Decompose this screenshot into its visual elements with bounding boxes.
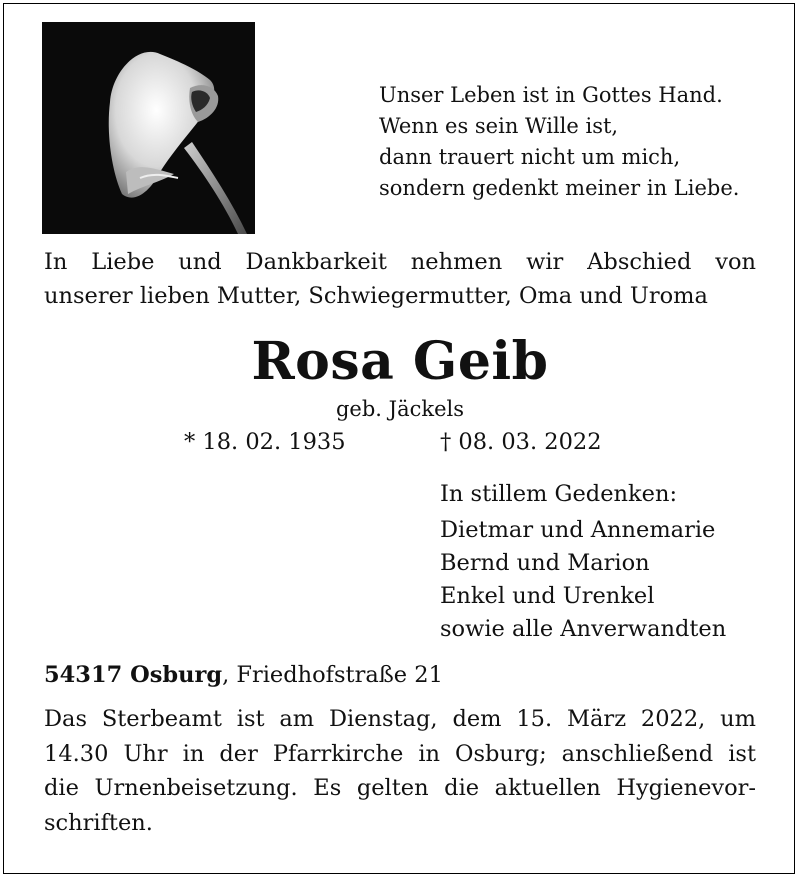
bible-verse [379, 80, 739, 204]
address-street: , Friedhofstraße 21 [222, 662, 443, 688]
intro-line: unserer lieben Mutter, Schwiegermutter, Oma und Uroma [44, 283, 708, 309]
notice-line: die Urnenbeisetzung. Es gelten die aktuellen Hygienevor- [44, 775, 756, 801]
calla-lily-icon [42, 22, 255, 234]
death-date: † 08. 03. 2022 [440, 429, 602, 455]
address-city: 54317 Osburg [44, 662, 223, 688]
notice-line: Das Sterbeamt ist am Dienstag, dem 15. März 2022, um [44, 706, 756, 732]
intro-line: In Liebe und Dankbarkeit nehmen wir Abschied von [44, 249, 756, 275]
verse-line: Unser Leben ist in Gottes Hand. [379, 83, 723, 107]
mourner-entry: Enkel und Urenkel [440, 583, 655, 609]
maiden-name: geb. Jäckels [335, 397, 464, 421]
family-address [44, 658, 443, 692]
mourner-entry: Bernd und Marion [440, 550, 650, 576]
mourning-heading: In stillem Gedenken: [440, 481, 678, 507]
mourner-entry: sowie alle Anverwandten [440, 616, 727, 642]
deceased-name: Rosa Geib [251, 331, 549, 392]
notice-line: schriften. [44, 809, 153, 836]
notice-line: 14.30 Uhr in der Pfarrkirche in Osburg; anschließend ist [44, 740, 756, 767]
verse-line: dann trauert nicht um mich, [379, 145, 681, 169]
mourner-entry: Dietmar und Annemarie [440, 517, 716, 543]
birth-date: * 18. 02. 1935 [184, 429, 346, 455]
mourners-list [440, 514, 726, 646]
calla-lily-photo [42, 22, 255, 234]
intro-text [44, 245, 756, 313]
verse-line: Wenn es sein Wille ist, [379, 114, 619, 138]
verse-line: sondern gedenkt meiner in Liebe. [379, 176, 740, 200]
funeral-notice [44, 702, 756, 840]
